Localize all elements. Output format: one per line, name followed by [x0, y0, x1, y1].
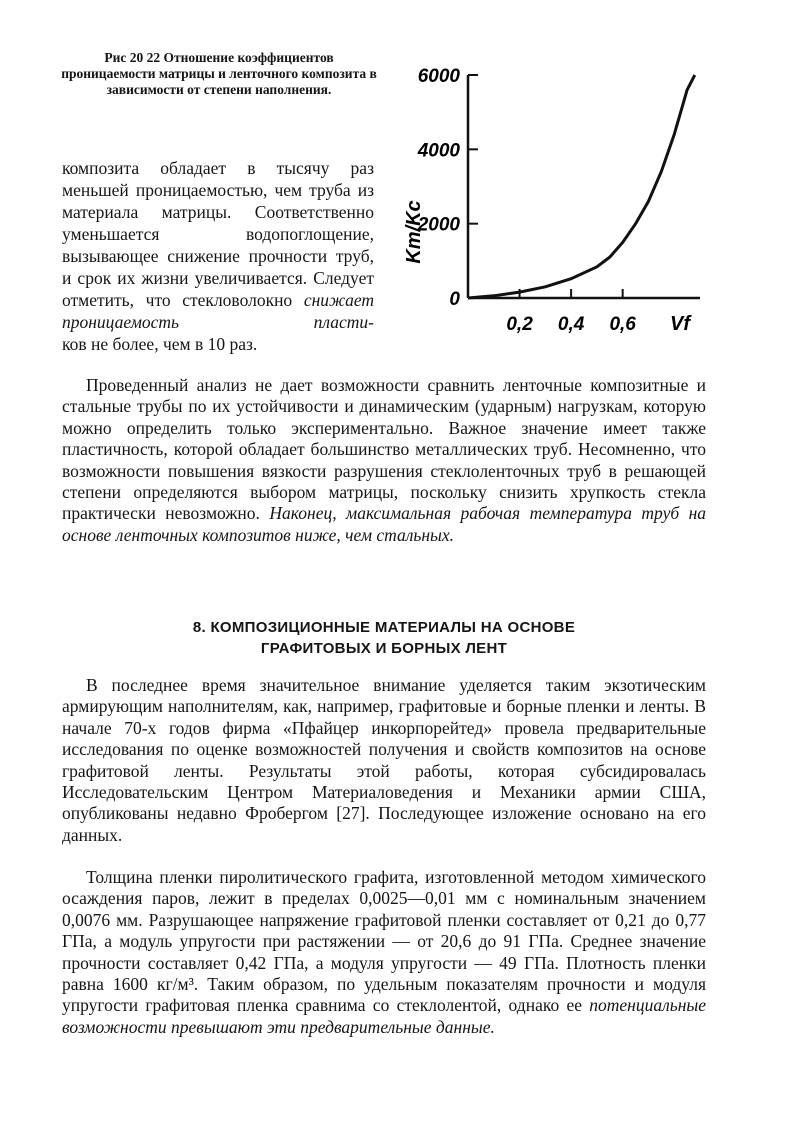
narrow-text-column — [62, 157, 374, 355]
narrow-text-italic: снижает проницаемость пласти- — [62, 290, 374, 332]
y-tick-label: 4000 — [417, 140, 460, 162]
paragraph-analysis-italic: Наконец, максимальная рабочая температура труб на основе ленточных композитов ниже, чем стальных. — [62, 503, 707, 545]
section-heading-line1: 8. КОМПОЗИЦИОННЫЕ МАТЕРИАЛЫ НА ОСНОВЕ — [192, 619, 576, 636]
x-axis-label: Vf — [670, 313, 690, 335]
y-axis-label: Km/Kc — [403, 200, 425, 264]
paragraph-graphite-film — [62, 867, 706, 1038]
paragraph-graphite-film-plain: Толщина пленки пиролитического графита, изготовленной методом химического осаждения паров, лежит в пределах 0,0025—0,01 мм с номинальным значением 0,0076 мм. Разрушающее напряжение графитовой пленки составляет от 0,21 до 0,77 ГПа, а модуль упругости при растяжении — от 20,6 до 91 ГПа. Среднее значение прочности составляет 0,42 ГПа, а модуля упругости — 49 ГПа. Плотность пленки равна 1600 кг/м³. Таким образом, по удельным показателям прочности и модуля упругости графитовая пленка сравнима со стеклолентой, однако ее — [62, 867, 706, 1016]
x-tick-label: 0,2 — [506, 314, 533, 335]
series-curve — [468, 75, 695, 298]
section-heading-line2: ГРАФИТОВЫХ И БОРНЫХ ЛЕНТ — [260, 640, 508, 657]
permeability-chart — [380, 50, 710, 340]
x-tick-label: 0,4 — [557, 314, 585, 335]
y-tick-label: 6000 — [417, 66, 460, 87]
paragraph-graphite-intro-text: В последнее время значительное внимание уделяется таким экзотическим армирующим наполнителям, как, например, графитовые и борные пленки и ленты. В начале 70-х годов фирма «Пфайцер инкорпорейтед» провела предварительные исследования по оценке возможностей получения и свойств композитов на основе графитовой ленты. Результаты этой работы, которая субсидировалась Исследовательским Центром Материаловедения и Механики армии США, опубликованы недавно Фробергом [27]. Последующее изложение основано на его данных. — [62, 675, 706, 845]
paragraph-analysis — [62, 375, 706, 546]
narrow-text-tail: ков не более, чем в 10 раз. — [62, 334, 258, 354]
narrow-text-plain: композита обладает в тысячу раз меньшей проницаемостью, чем труба из материала матрицы. Соответственно уменьшается водопоглощение, вызывающее снижение прочности труб, и срок их жизни увеличивается. Следует отметить, что стекловолокно — [62, 158, 374, 310]
figure-caption: Рис 20 22 Отношение коэффициентов проницаемости матрицы и ленточного композита в зависимости от степени наполнения. — [61, 50, 377, 97]
section-heading — [62, 617, 706, 659]
y-tick-label: 2000 — [417, 214, 460, 236]
y-tick-label: 0 — [449, 289, 460, 310]
x-tick-label: 0,6 — [609, 314, 636, 335]
chart-axes — [468, 75, 700, 298]
paragraph-graphite-intro — [62, 675, 706, 846]
paragraph-graphite-film-italic: потенциальные возможности превышают эти предварительные данные. — [62, 995, 706, 1037]
x-tick-labels — [506, 289, 636, 335]
paragraph-analysis-plain: Проведенный анализ не дает возможности сравнить ленточные композитные и стальные трубы по их устойчивости и динамическим (ударным) нагрузкам, которую можно определить только экспериментально. Важное значение имеет также пластичность, которой обладает большинство металлических труб. Несомненно, что возможности повышения вязкости разрушения стеклоленточных труб в решающей степени определяются выбором матрицы, поскольку снизить хрупкость стекла практически невозможно. — [62, 375, 706, 524]
